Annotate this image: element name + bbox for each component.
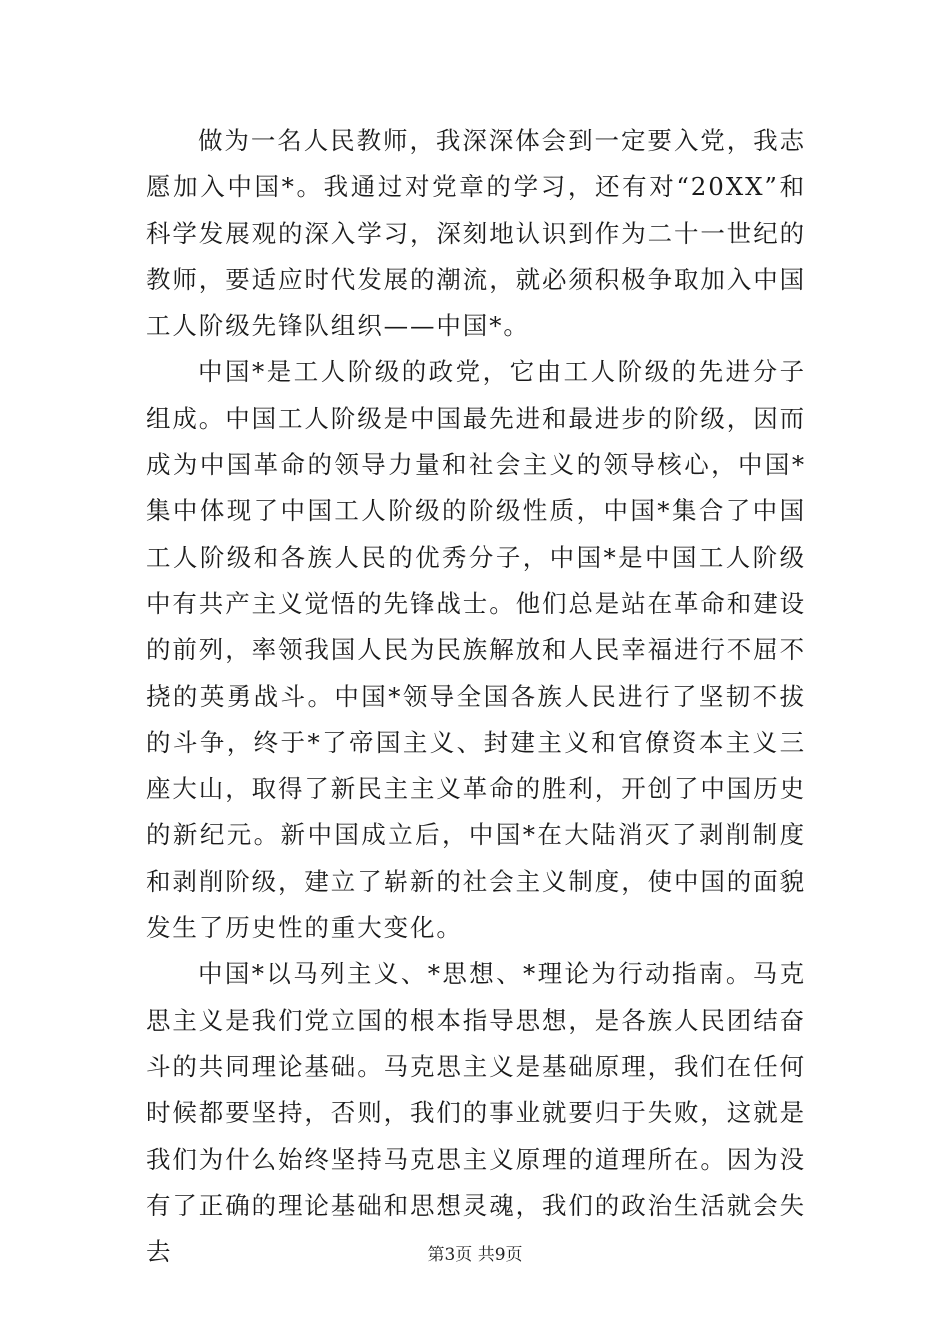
- paragraph-3: 中国*以马列主义、*思想、*理论为行动指南。马克思主义是我们党立国的根本指导思想，是各族人民团结奋斗的共同理论基础。马克思主义是基础原理，我们在任何时候都要坚持，否则，我们的事业就要归于失败，这就是我们为什么始终坚持马克思主义原理的道理所在。因为没有了正确的理论基础和思想灵魂，我们的政治生活就会失去: [146, 959, 806, 1267]
- document-body: [146, 118, 806, 1275]
- paragraph-2: 中国*是工人阶级的政党，它由工人阶级的先进分子组成。中国工人阶级是中国最先进和最进步的阶级，因而成为中国革命的领导力量和社会主义的领导核心，中国*集中体现了中国工人阶级的阶级性质，中国*集合了中国工人阶级和各族人民的优秀分子，中国*是中国工人阶级中有共产主义觉悟的先锋战士。他们总是站在革命和建设的前列，率领我国人民为民族解放和人民幸福进行不屈不挠的英勇战斗。中国*领导全国各族人民进行了坚韧不拔的斗争，终于*了帝国主义、封建主义和官僚资本主义三座大山，取得了新民主主义革命的胜利，开创了中国历史的新纪元。新中国成立后，中国*在大陆消灭了剥削制度和剥削阶级，建立了崭新的社会主义制度，使中国的面貌发生了历史性的重大变化。: [146, 357, 806, 943]
- paragraph-1: 做为一名人民教师，我深深体会到一定要入党，我志愿加入中国*。我通过对党章的学习，还有对“20XX”和科学发展观的深入学习，深刻地认识到作为二十一世纪的教师，要适应时代发展的潮流，就必须积极争取加入中国工人阶级先锋队组织——中国*。: [146, 126, 806, 341]
- page-number-footer: 第3页 共9页: [427, 1245, 523, 1265]
